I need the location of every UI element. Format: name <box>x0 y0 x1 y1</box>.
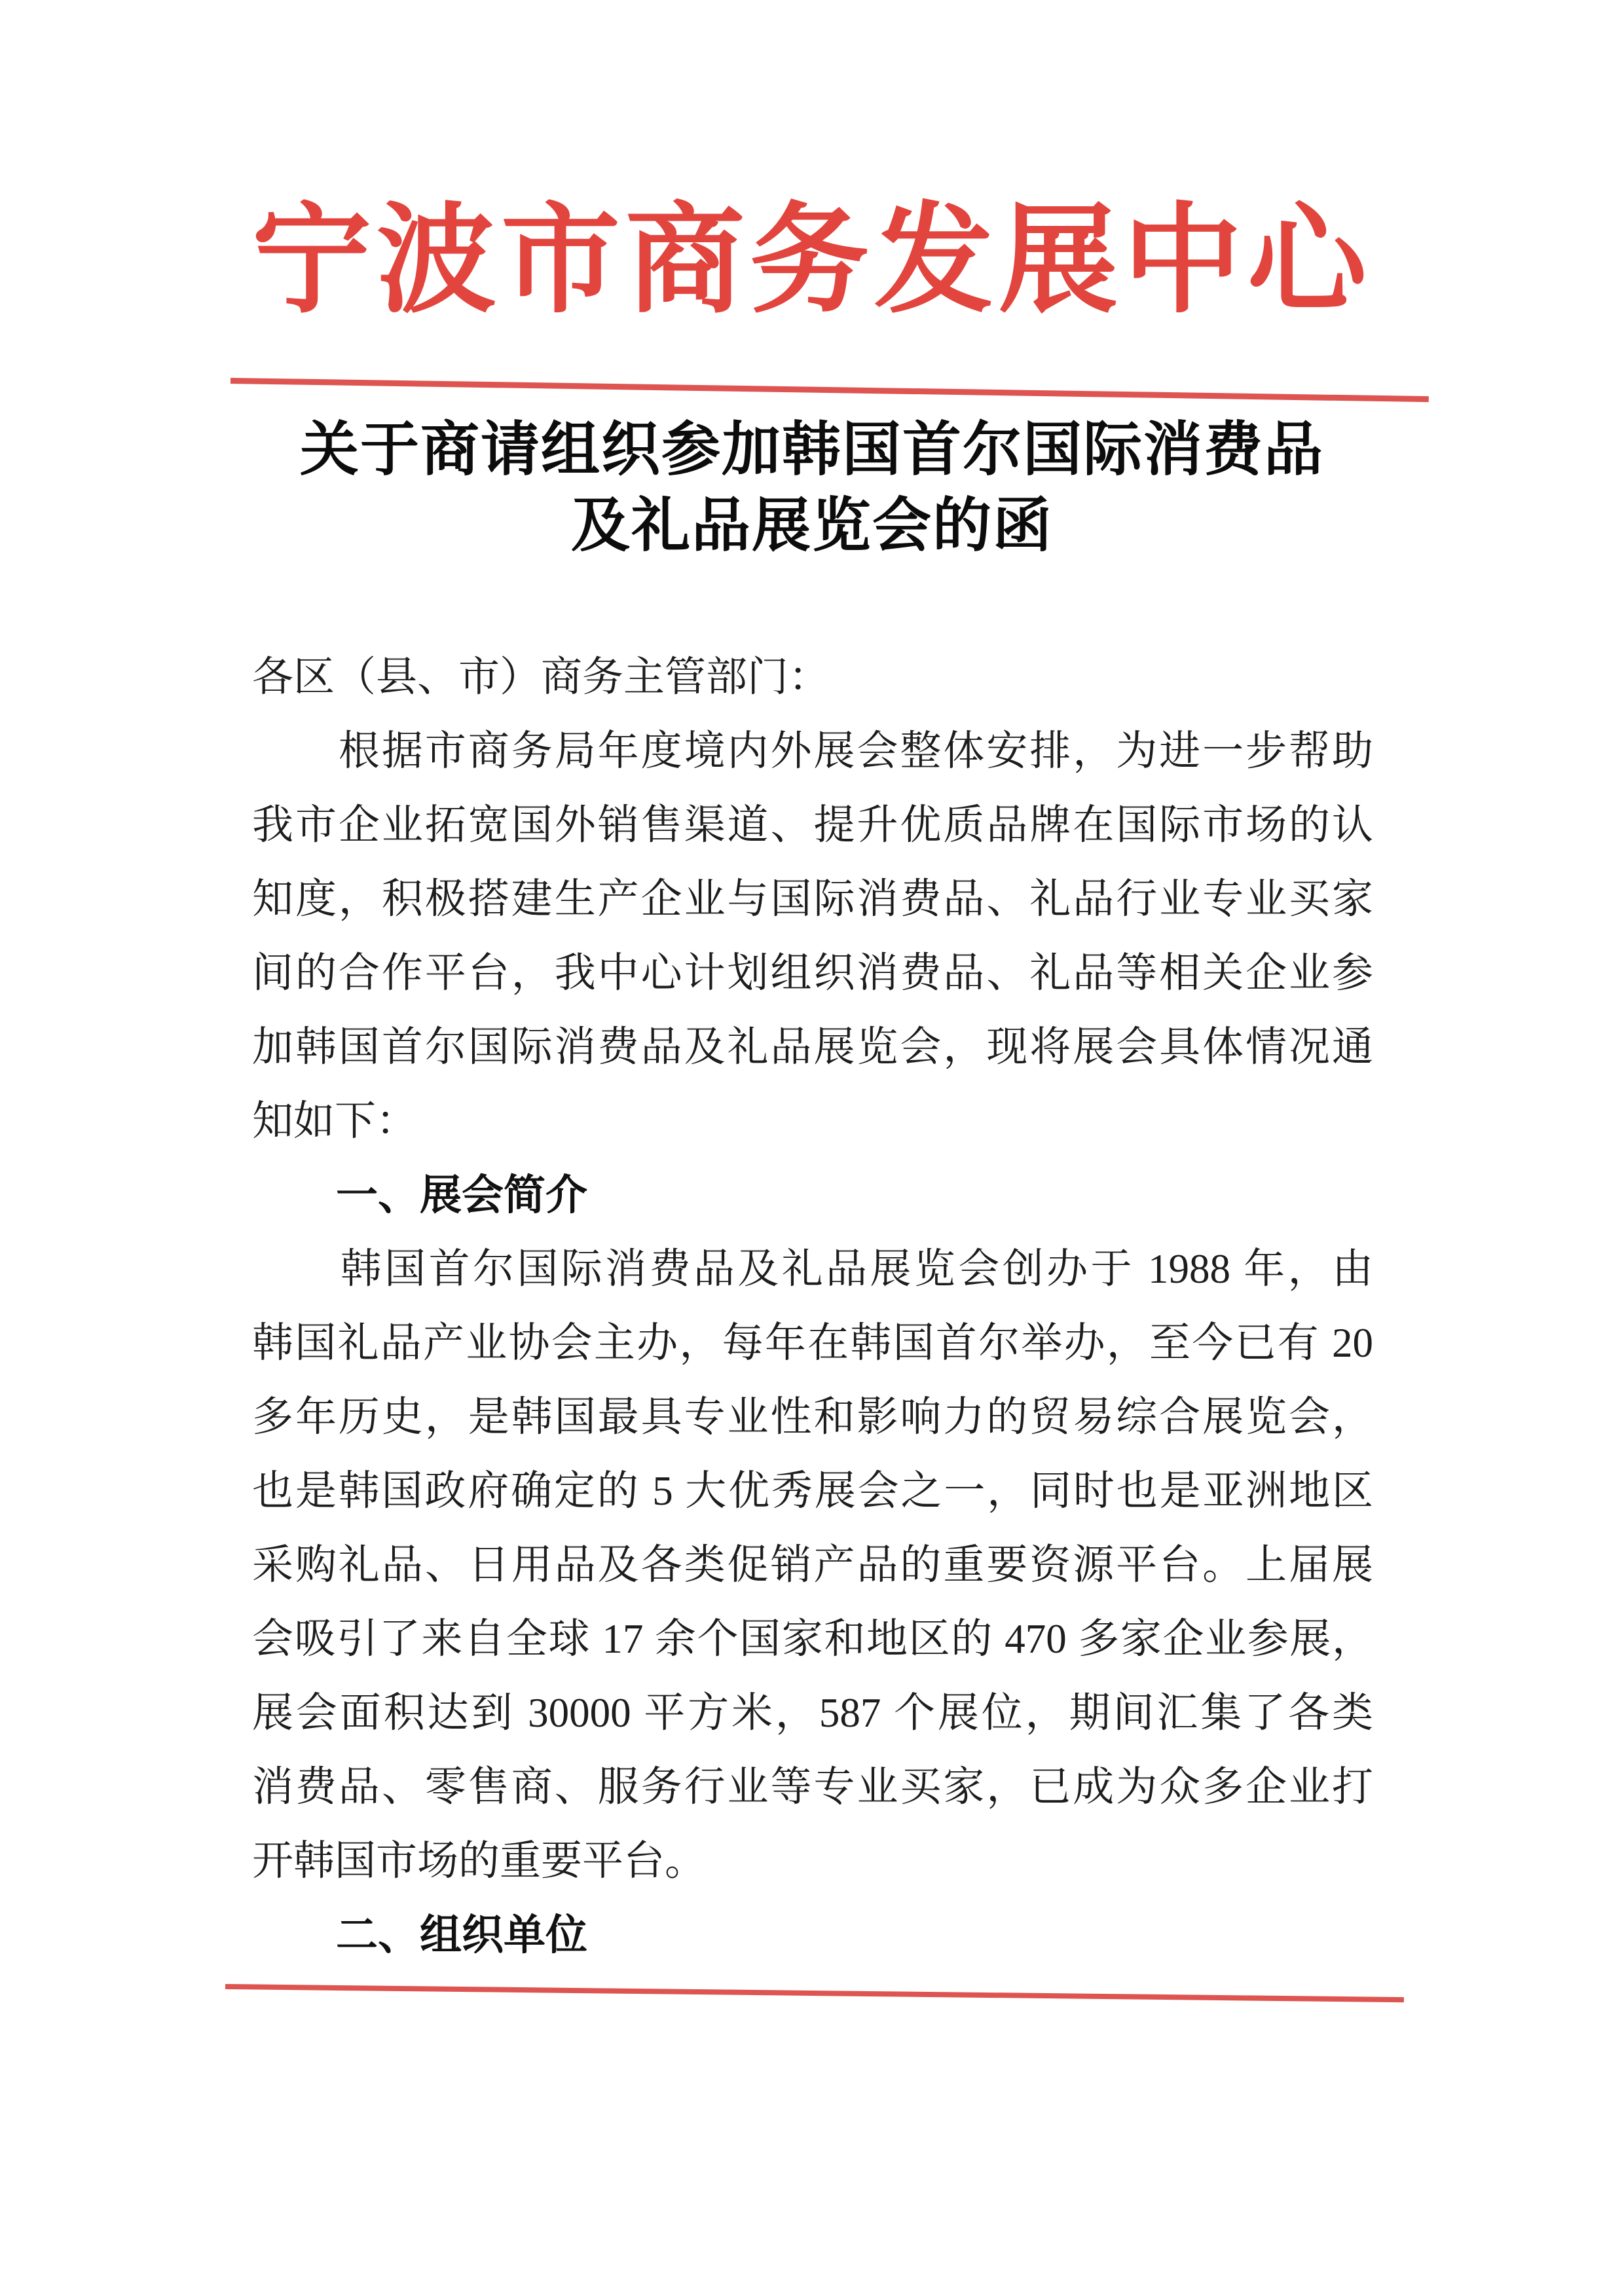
body-text-line: 知如下： <box>252 1098 417 1144</box>
body-text-line: 消费品、零售商、服务行业等专业买家，已成为众多企业打 <box>252 1764 1373 1810</box>
footer-divider-line <box>225 1984 1404 2002</box>
body-text-line: 采购礼品、日用品及各类促销产品的重要资源平台。上届展 <box>252 1542 1373 1588</box>
section-heading: 一、展会简介 <box>252 1171 587 1219</box>
document-title <box>0 413 1624 564</box>
body-text-line: 各区（县、市）商务主管部门： <box>252 654 830 700</box>
body-text-line: 开韩国市场的重要平台。 <box>252 1838 706 1884</box>
document-title-line-1: 关于商请组织参加韩国首尔国际消费品 <box>300 418 1324 483</box>
body-text-line: 我市企业拓宽国外销售渠道、提升优质品牌在国际市场的认 <box>252 802 1373 848</box>
letterhead-divider-line <box>231 378 1429 402</box>
body-text-line: 韩国首尔国际消费品及礼品展览会创办于 1988 年，由 <box>252 1246 1373 1292</box>
document-body <box>252 640 1373 1972</box>
body-text-line: 展会面积达到 30000 平方米，587 个展位，期间汇集了各类 <box>252 1690 1373 1736</box>
body-text-line: 多年历史，是韩国最具专业性和影响力的贸易综合展览会， <box>252 1394 1373 1440</box>
body-text-line: 间的合作平台，我中心计划组织消费品、礼品等相关企业参 <box>252 950 1373 996</box>
body-text-line: 会吸引了来自全球 17 余个国家和地区的 470 多家企业参展， <box>252 1616 1373 1662</box>
body-text-line: 加韩国首尔国际消费品及礼品展览会，现将展会具体情况通 <box>252 1024 1373 1070</box>
body-text-line: 知度，积极搭建生产企业与国际消费品、礼品行业专业买家 <box>252 876 1373 922</box>
body-text-line: 韩国礼品产业协会主办，每年在韩国首尔举办，至今已有 20 <box>252 1320 1373 1366</box>
body-text-line: 也是韩国政府确定的 5 大优秀展会之一，同时也是亚洲地区 <box>252 1468 1373 1514</box>
letterhead-org-name: 宁波市商务发展中心 <box>252 196 1372 327</box>
document-title-line-2: 及礼品展览会的函 <box>571 494 1053 559</box>
section-heading: 二、组织单位 <box>252 1911 587 1958</box>
body-text-line: 根据市商务局年度境内外展会整体安排，为进一步帮助 <box>252 728 1373 774</box>
